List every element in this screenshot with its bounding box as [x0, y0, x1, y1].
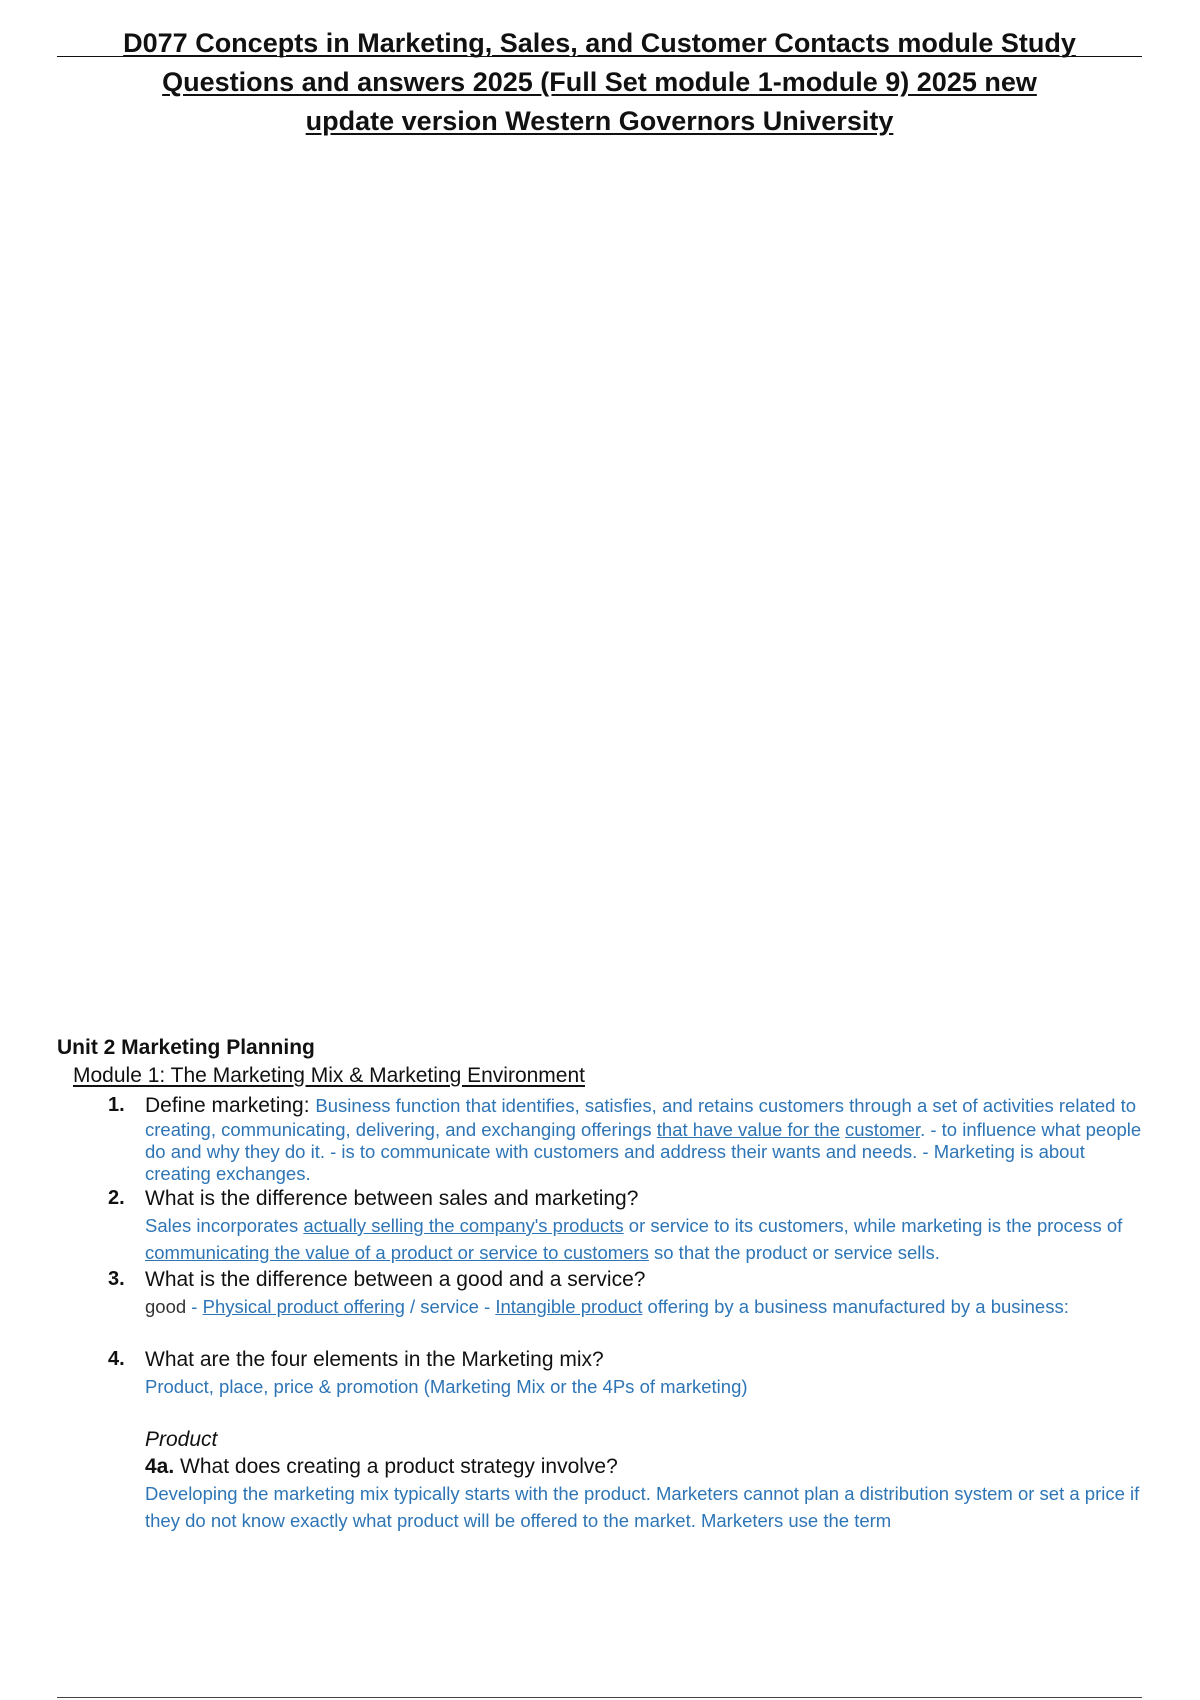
answer-underlined-text: Physical product offering: [202, 1296, 405, 1317]
answer-text-part: Sales incorporates: [145, 1215, 304, 1236]
question-list: [100, 1092, 1145, 1534]
answer-underlined-text: Intangible product: [495, 1296, 643, 1317]
answer-underlined-text: actually selling the company's products: [303, 1215, 624, 1236]
question-text: What are the four elements in the Marketing mix?: [145, 1348, 604, 1371]
answer-text-part: so that the product or service sells.: [648, 1242, 940, 1263]
answer-text-part: / service -: [404, 1296, 496, 1317]
question-number: 4.: [108, 1348, 125, 1370]
answer-text-part: -: [186, 1296, 203, 1317]
question-text: What is the difference between sales and marketing?: [145, 1187, 639, 1210]
title-line-2: Questions and answers 2025 (Full Set module 1-module 9) 2025 new: [162, 67, 1037, 97]
sub-question-text: What does creating a product strategy involve?: [174, 1455, 618, 1478]
question-number: 1.: [108, 1094, 125, 1116]
question-item-3: [100, 1266, 1145, 1346]
answer-text-part: or service to its customers, while marketing is the process of: [623, 1215, 1123, 1236]
answer-underlined-text: communicating the value of a product or service to customers: [145, 1242, 649, 1263]
question-item-4: [100, 1346, 1145, 1534]
answer-underlined-text: customer: [845, 1119, 921, 1140]
module-heading: Module 1: The Marketing Mix & Marketing Environment: [73, 1064, 585, 1087]
answer-underlined-text: that have value for the: [656, 1119, 840, 1140]
unit-heading: Unit 2 Marketing Planning: [57, 1036, 315, 1059]
sub-question: [145, 1453, 1145, 1480]
page-bottom-rule: [57, 1697, 1142, 1698]
question-item-2: [100, 1185, 1145, 1266]
answer-text-part: . - to influence what people do and why they do it. - is to communicate with customers and address their wants and needs. - Marketing is about creating exchanges.: [145, 1119, 1142, 1184]
answer-text: [145, 1293, 1145, 1320]
product-subheading: Product: [145, 1428, 218, 1451]
answer-text: [145, 1212, 1145, 1266]
answer-text-part: Business function that identifies, satisfies, and retains customers through a set of activities related to creating, communicating, delivering, and exchanging offerings: [145, 1095, 1137, 1140]
answer-term: good: [145, 1296, 187, 1317]
sub-question-number: 4a.: [145, 1455, 175, 1478]
question-text: Define marketing:: [145, 1094, 316, 1117]
question-text: What is the difference between a good and a service?: [145, 1268, 646, 1291]
document-title: [57, 24, 1142, 141]
question-number: 3.: [108, 1268, 125, 1290]
answer-text-part: offering by a business manufactured by a business:: [642, 1296, 1069, 1317]
answer-text: Product, place, price & promotion (Marketing Mix or the 4Ps of marketing): [145, 1376, 748, 1397]
question-item-1: [100, 1092, 1145, 1185]
question-number: 2.: [108, 1187, 125, 1209]
title-line-3: update version Western Governors University: [305, 106, 894, 136]
title-line-1: D077 Concepts in Marketing, Sales, and Customer Contacts module Study: [123, 28, 1076, 58]
sub-answer-text: Developing the marketing mix typically starts with the product. Marketers cannot plan a distribution system or set a price if they do not know exactly what product will be offered to the market. Marketers use the term: [145, 1483, 1140, 1531]
